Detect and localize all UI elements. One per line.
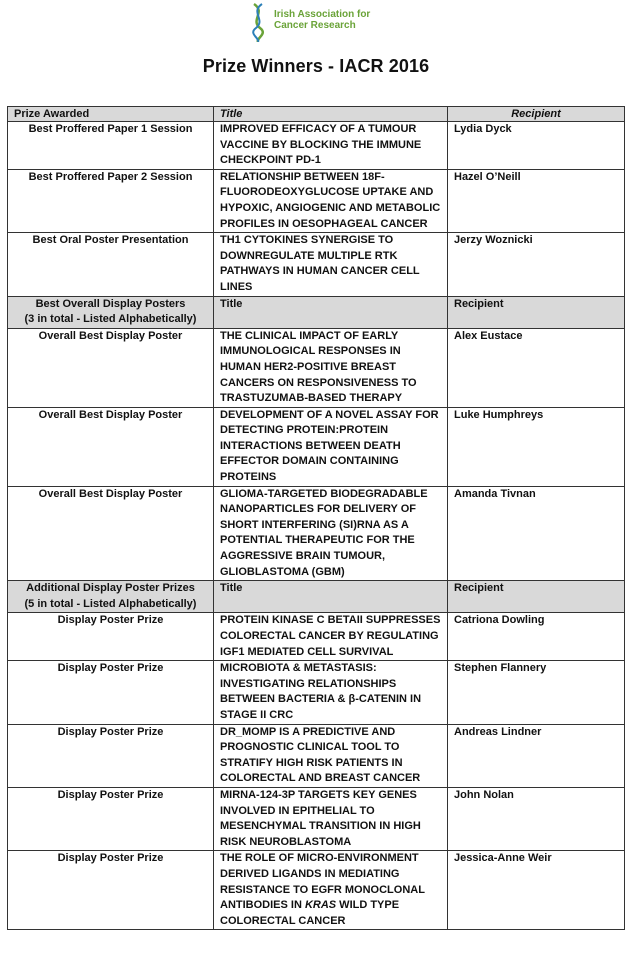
prize-awarded-cell: Display Poster Prize: [8, 851, 214, 930]
table-row: [8, 724, 625, 787]
recipient-cell: Hazel O’Neill: [448, 169, 625, 232]
table-row: [8, 233, 625, 296]
recipient-cell: Jerzy Woznicki: [448, 233, 625, 296]
section-header-recipient: Recipient: [448, 581, 625, 613]
header-title: Title: [214, 107, 448, 122]
section-header-line-1: Additional Display Poster Prizes: [26, 582, 195, 595]
title-cell: MICROBIOTA & METASTASIS: INVESTIGATING RELATIONSHIPS BETWEEN BACTERIA & β-CATENIN IN STAGE II CRC: [214, 661, 448, 724]
section-header-line-2: (5 in total - Listed Alphabetically): [24, 597, 197, 610]
title-cell: GLIOMA-TARGETED BIODEGRADABLE NANOPARTICLES FOR DELIVERY OF SHORT INTERFERING (SI)RNA AS A POTENTIAL THERAPEUTIC FOR THE AGGRESSIVE BRAIN TUMOUR, GLIOBLASTOMA (GBM): [214, 486, 448, 581]
table-row: [8, 169, 625, 232]
recipient-cell: John Nolan: [448, 787, 625, 850]
section-header-title: Title: [214, 581, 448, 613]
section-header-award: [8, 296, 214, 328]
gene-name-emphasis: KRAS: [304, 899, 337, 912]
recipient-cell: Andreas Lindner: [448, 724, 625, 787]
section-header-line-2: (3 in total - Listed Alphabetically): [24, 313, 197, 326]
recipient-cell: Catriona Dowling: [448, 613, 625, 661]
header-prize-awarded: Prize Awarded: [8, 107, 214, 122]
title-cell: IMPROVED EFFICACY OF A TUMOUR VACCINE BY BLOCKING THE IMMUNE CHECKPOINT PD-1: [214, 122, 448, 170]
table-row: [8, 122, 625, 170]
table-row: [8, 328, 625, 407]
title-cell: DEVELOPMENT OF A NOVEL ASSAY FOR DETECTING PROTEIN:PROTEIN INTERACTIONS BETWEEN DEATH EFFECTOR DOMAIN CONTAINING PROTEINS: [214, 407, 448, 486]
table-row: [8, 613, 625, 661]
section-header-row: [8, 581, 625, 613]
table-row: [8, 486, 625, 581]
title-cell: DR_MOMP IS A PREDICTIVE AND PROGNOSTIC CLINICAL TOOL TO STRATIFY HIGH RISK PATIENTS IN COLORECTAL AND BREAST CANCER: [214, 724, 448, 787]
section-header-recipient: Recipient: [448, 296, 625, 328]
prize-awarded-cell: Display Poster Prize: [8, 787, 214, 850]
table-row: [8, 851, 625, 930]
logo-line-2: Cancer Research: [274, 20, 356, 31]
recipient-cell: Stephen Flannery: [448, 661, 625, 724]
recipient-cell: Amanda Tivnan: [448, 486, 625, 581]
recipient-cell: Alex Eustace: [448, 328, 625, 407]
table-row: [8, 787, 625, 850]
prize-awarded-cell: Best Proffered Paper 2 Session: [8, 169, 214, 232]
dna-helix-icon: [246, 2, 272, 42]
recipient-cell: Luke Humphreys: [448, 407, 625, 486]
prize-winners-table: [7, 106, 625, 930]
table-row: [8, 407, 625, 486]
prize-awarded-cell: Overall Best Display Poster: [8, 328, 214, 407]
section-header-award: [8, 581, 214, 613]
iacr-logo: [246, 2, 376, 42]
prize-awarded-cell: Display Poster Prize: [8, 724, 214, 787]
section-header-row: [8, 296, 625, 328]
table-row: [8, 661, 625, 724]
prize-awarded-cell: Display Poster Prize: [8, 613, 214, 661]
prize-awarded-cell: Overall Best Display Poster: [8, 407, 214, 486]
logo-text: [274, 9, 370, 31]
prize-awarded-cell: Display Poster Prize: [8, 661, 214, 724]
title-cell: MIRNA-124-3P TARGETS KEY GENES INVOLVED IN EPITHELIAL TO MESENCHYMAL TRANSITION IN HIGH RISK NEUROBLASTOMA: [214, 787, 448, 850]
recipient-cell: Lydia Dyck: [448, 122, 625, 170]
title-cell: TH1 CYTOKINES SYNERGISE TO DOWNREGULATE MULTIPLE RTK PATHWAYS IN HUMAN CANCER CELL LINES: [214, 233, 448, 296]
section-header-line-1: Best Overall Display Posters: [35, 297, 186, 310]
table-header-row: [8, 107, 625, 122]
title-cell: PROTEIN KINASE C BETAII SUPPRESSES COLORECTAL CANCER BY REGULATING IGF1 MEDIATED CELL SURVIVAL: [214, 613, 448, 661]
title-cell: THE CLINICAL IMPACT OF EARLY IMMUNOLOGICAL RESPONSES IN HUMAN HER2-POSITIVE BREAST CANCERS ON RESPONSIVENESS TO TRASTUZUMAB-BASED THERAPY: [214, 328, 448, 407]
prize-awarded-cell: Overall Best Display Poster: [8, 486, 214, 581]
page-title: Prize Winners - IACR 2016: [202, 56, 430, 76]
header-recipient: Recipient: [448, 107, 625, 122]
title-cell: RELATIONSHIP BETWEEN 18F-FLUORODEOXYGLUCOSE UPTAKE AND HYPOXIC, ANGIOGENIC AND METABOLIC PROFILES IN OESOPHAGEAL CANCER: [214, 169, 448, 232]
title-cell: THE ROLE OF MICRO-ENVIRONMENT DERIVED LIGANDS IN MEDIATING RESISTANCE TO EGFR MONOCLONAL ANTIBODIES IN KRAS WILD TYPE COLORECTAL CANCER: [214, 851, 448, 930]
recipient-cell: Jessica-Anne Weir: [448, 851, 625, 930]
logo-line-1: Irish Association for: [274, 9, 371, 20]
prize-awarded-cell: Best Proffered Paper 1 Session: [8, 122, 214, 170]
prize-awarded-cell: Best Oral Poster Presentation: [8, 233, 214, 296]
section-header-title: Title: [214, 296, 448, 328]
